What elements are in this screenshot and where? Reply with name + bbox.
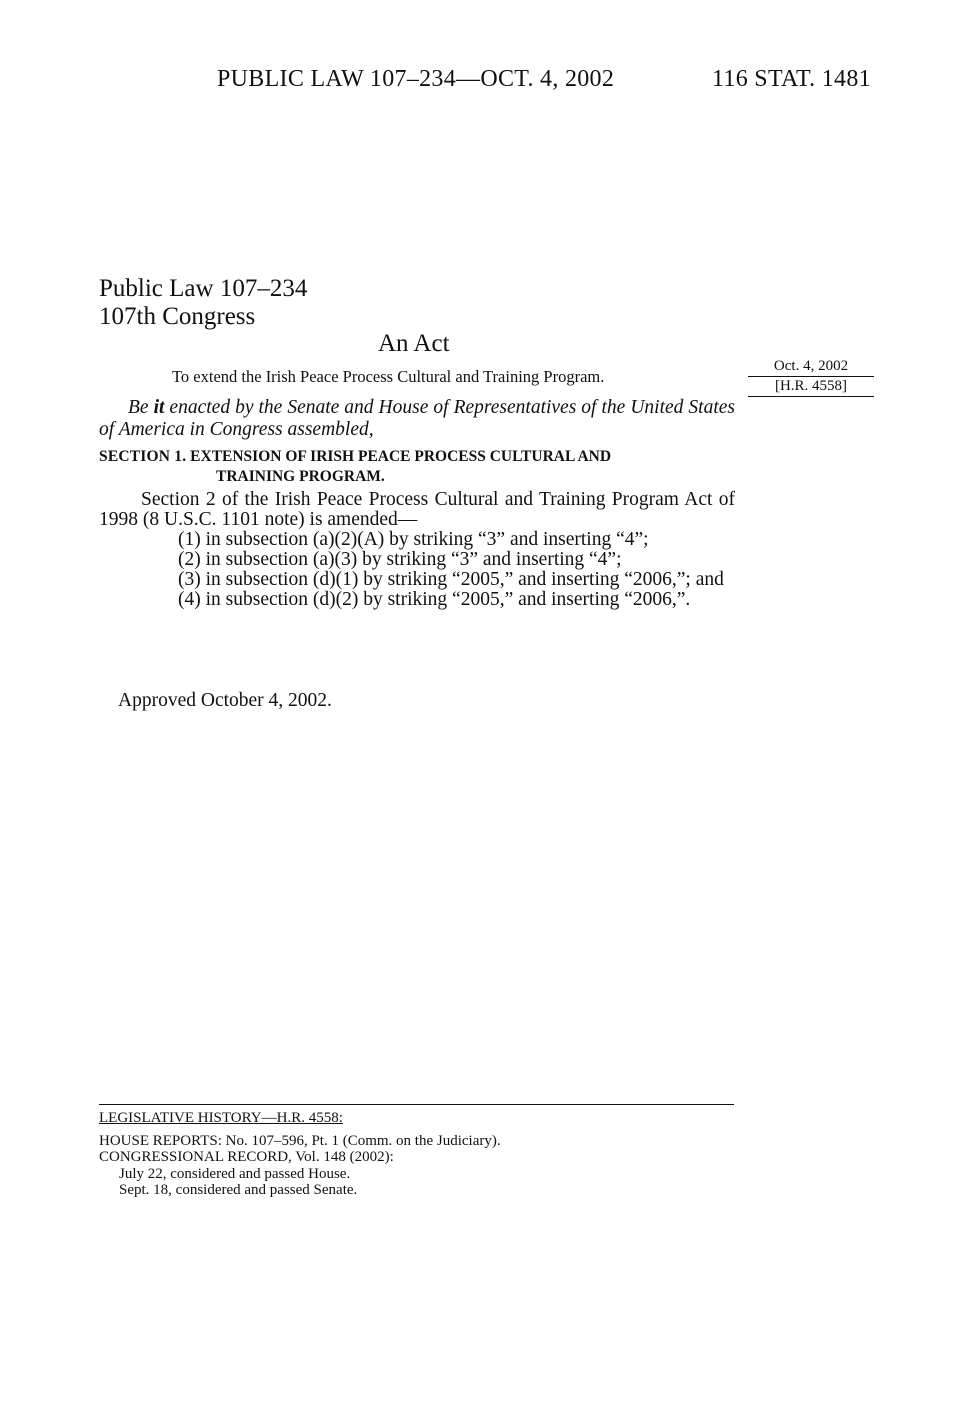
running-header-page: 116 STAT. 1481: [712, 66, 871, 92]
margin-note-rule-bottom: [748, 396, 874, 397]
approval-date: Approved October 4, 2002.: [118, 690, 332, 711]
section-number: SECTION 1.: [99, 448, 187, 465]
margin-note-bill: [H.R. 4558]: [774, 378, 848, 394]
section-heading-line1: EXTENSION OF IRISH PEACE PROCESS CULTURAL AND: [190, 448, 612, 465]
footnote-divider: [99, 1104, 734, 1105]
enacting-clause-part3: enacted by the Senate and House of Representatives of the United States of America in Congress assembled,: [99, 397, 735, 440]
amendment-item: (1) in subsection (a)(2)(A) by striking “3” and inserting “4”;: [178, 529, 649, 550]
enacting-clause: [99, 397, 735, 441]
amendment-item: (4) in subsection (d)(2) by striking “2005,” and inserting “2006,”.: [178, 589, 691, 610]
congressional-record: CONGRESSIONAL RECORD, Vol. 148 (2002):: [99, 1149, 394, 1165]
history-entry: Sept. 18, considered and passed Senate.: [119, 1182, 358, 1198]
enacting-clause-it: it: [153, 397, 165, 418]
public-law-number: Public Law 107–234: [99, 275, 308, 302]
section-intro: Section 2 of the Irish Peace Process Cultural and Training Program Act of 1998 (8 U.S.C. 1101 note) is amended—: [99, 489, 735, 530]
enacting-clause-part1: Be: [128, 397, 154, 418]
act-heading: An Act: [378, 330, 450, 357]
legislative-history-heading: LEGISLATIVE HISTORY—H.R. 4558:: [99, 1110, 343, 1126]
amendment-item: (2) in subsection (a)(3) by striking “3” and inserting “4”;: [178, 549, 622, 570]
margin-note: [748, 357, 874, 397]
amendment-item: (3) in subsection (d)(1) by striking “2005,” and inserting “2006,”; and: [178, 569, 724, 590]
margin-note-date: Oct. 4, 2002: [773, 358, 849, 374]
section-body: [99, 490, 735, 610]
house-reports: HOUSE REPORTS: No. 107–596, Pt. 1 (Comm. on the Judiciary).: [99, 1132, 501, 1149]
running-header-title: PUBLIC LAW 107–234—OCT. 4, 2002: [217, 66, 615, 92]
section-heading-line2: TRAINING PROGRAM.: [216, 468, 385, 485]
act-purpose: To extend the Irish Peace Process Cultural and Training Program.: [172, 367, 605, 386]
history-entry: July 22, considered and passed House.: [119, 1165, 351, 1182]
congress-number: 107th Congress: [99, 303, 256, 330]
legislative-history: [99, 1110, 501, 1199]
section-heading: [99, 447, 739, 487]
